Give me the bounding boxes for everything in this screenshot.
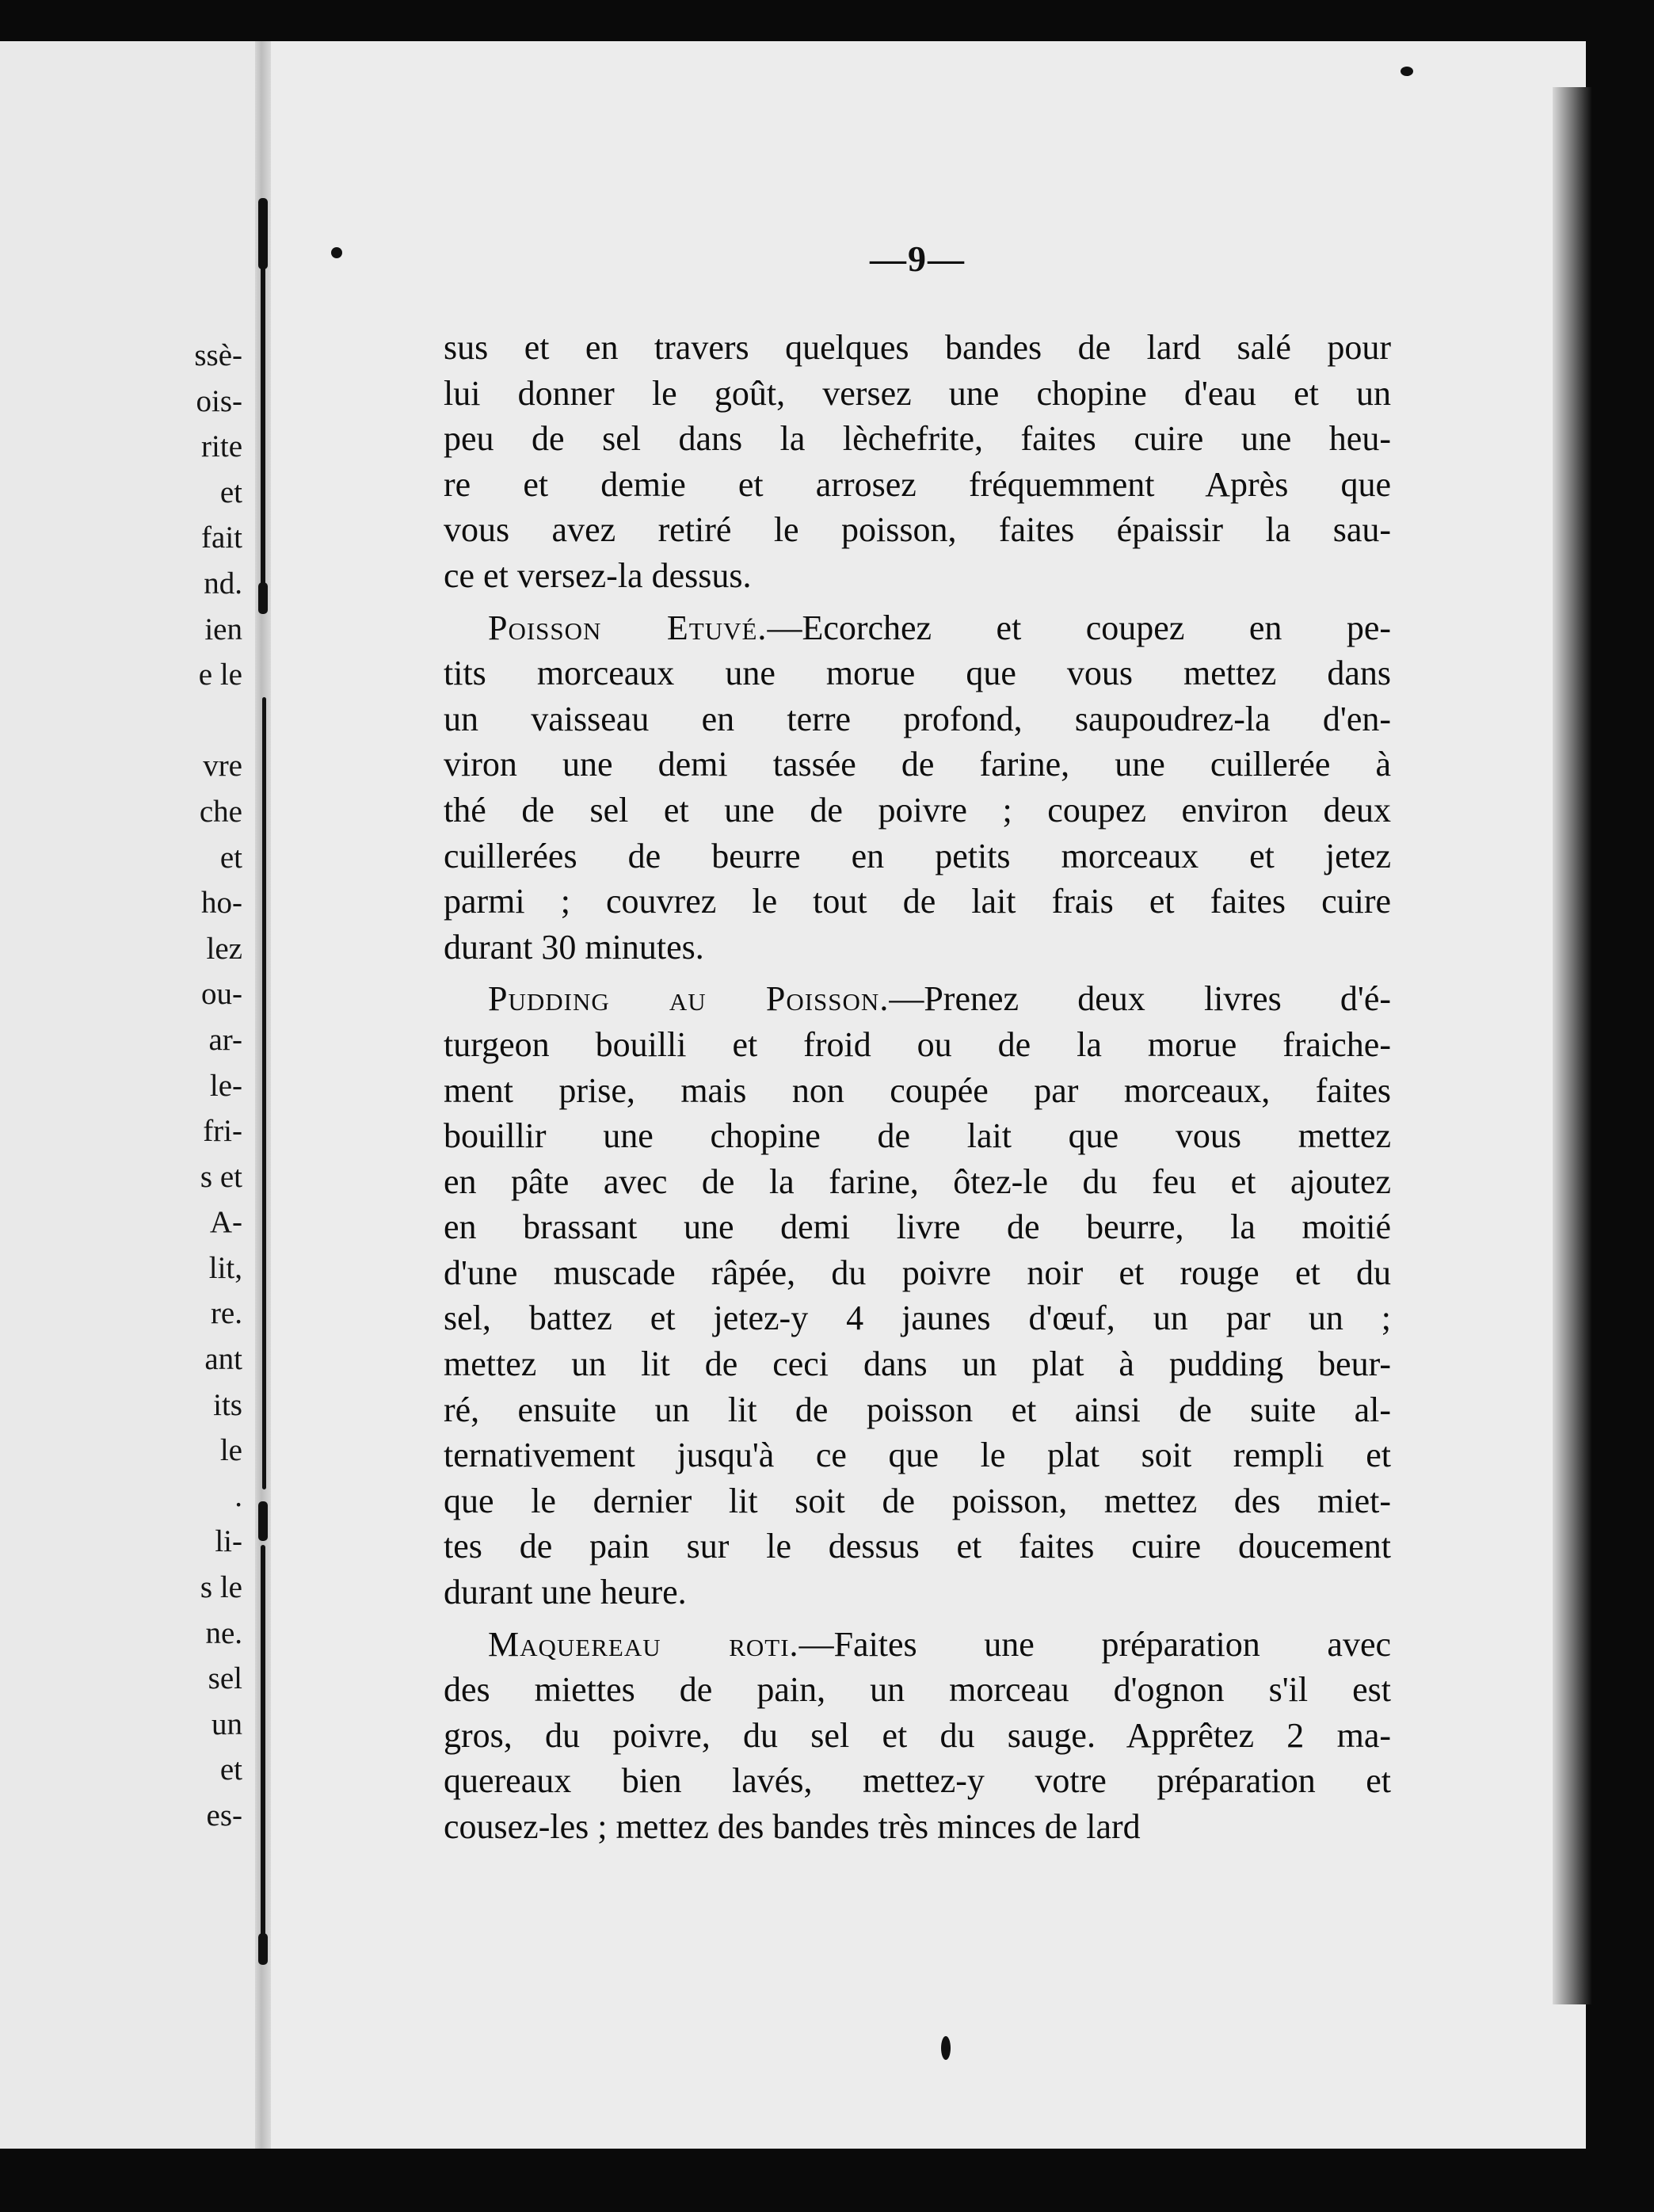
left-fragment-line: le-	[209, 1068, 242, 1103]
text-line: des miettes de pain, un morceau d'ognon s'il est	[444, 1670, 1391, 1710]
left-fragment-line: rite	[201, 429, 242, 464]
left-fragment-line: ant	[204, 1342, 242, 1377]
text-line	[444, 605, 1391, 651]
left-fragment-line: nd.	[204, 566, 242, 601]
text-line-content: —Ecorchez et coupez en pe-	[767, 608, 1391, 647]
text-line: re et demie et arrosez fréquemment Après que	[444, 464, 1391, 504]
text-line-content: —Prenez deux livres d'é-	[889, 979, 1391, 1019]
text-line: sel, battez et jetez-y 4 jaunes d'œuf, un par un ;	[444, 1299, 1391, 1338]
text-line: que le dernier lit soit de poisson, mettez des miet-	[444, 1481, 1391, 1520]
binding-stitch	[258, 582, 268, 614]
text-line: durant une heure.	[444, 1573, 687, 1612]
binding-stitch	[261, 1545, 265, 1941]
text-line: lui donner le goût, versez une chopine d'eau et un	[444, 373, 1391, 413]
recipe-heading: Pudding au Poisson.	[488, 979, 890, 1019]
binding-stitch	[258, 1501, 268, 1541]
recipe-heading: Poisson Etuvé.	[488, 608, 768, 647]
text-line: en brassant une demi livre de beurre, la moitié	[444, 1207, 1391, 1247]
binding-stitch	[261, 261, 265, 594]
left-fragment-line: es-	[206, 1798, 242, 1833]
left-fragment-line: vre	[203, 749, 242, 784]
left-fragment-line: le	[219, 1433, 242, 1468]
text-line: viron une demi tassée de farine, une cuillerée à	[444, 745, 1391, 784]
left-fragment-line	[5, 698, 242, 744]
left-fragment-line: et	[219, 475, 242, 509]
paragraph	[444, 605, 1391, 971]
text-line: tes de pain sur le dessus et faites cuire doucement	[444, 1527, 1391, 1566]
text-line-content: —Faites une préparation avec	[798, 1624, 1391, 1664]
left-fragment-line: its	[213, 1387, 242, 1422]
paragraph	[444, 976, 1391, 1615]
page-number: —9—	[870, 238, 966, 279]
text-line: mettez un lit de ceci dans un plat à pudding beur-	[444, 1344, 1391, 1384]
left-fragment-line: lit,	[208, 1250, 242, 1285]
left-fragment-line: ne.	[205, 1615, 242, 1650]
text-line: en pâte avec de la farine, ôtez-le du feu et ajoutez	[444, 1161, 1391, 1201]
text-line: quereaux bien lavés, mettez-y votre préparation et	[444, 1761, 1391, 1801]
text-line: ment prise, mais non coupée par morceaux, faites	[444, 1070, 1391, 1110]
text-line: un vaisseau en terre profond, saupoudrez-la d'en-	[444, 699, 1391, 738]
left-fragment-line: et	[219, 840, 242, 875]
left-fragment-line: s le	[200, 1570, 242, 1605]
left-fragment-line: ou-	[201, 977, 242, 1012]
left-fragment-line: et	[219, 1752, 242, 1787]
left-fragment-line: re.	[210, 1296, 242, 1331]
text-line: ré, ensuite un lit de poisson et ainsi de suite al-	[444, 1390, 1391, 1429]
left-fragment-line: A-	[209, 1205, 242, 1240]
text-line: parmi ; couvrez le tout de lait frais et faites cuire	[444, 882, 1391, 921]
text-line: cousez-les ; mettez des bandes très minces de lard	[444, 1807, 1141, 1846]
left-fragment-line: ssè-	[194, 338, 242, 372]
left-fragment-line: li-	[215, 1524, 242, 1559]
text-line: cuillerées de beurre en petits morceaux et jetez	[444, 836, 1391, 875]
text-line: sus et en travers quelques bandes de lard salé pour	[444, 328, 1391, 367]
text-line: bouillir une chopine de lait que vous mettez	[444, 1116, 1391, 1156]
text-line: ternativement jusqu'à ce que le plat soit rempli et	[444, 1436, 1391, 1475]
text-line: vous avez retiré le poisson, faites épaissir la sau-	[444, 510, 1391, 550]
text-line: peu de sel dans la lèchefrite, faites cuire une heu-	[444, 419, 1391, 459]
recipe-heading: Maquereau roti.	[488, 1624, 799, 1664]
text-line: thé de sel et une de poivre ; coupez environ deux	[444, 790, 1391, 830]
binding-stitch	[258, 198, 268, 269]
text-line: durant 30 minutes.	[444, 927, 704, 967]
left-fragment-line: fri-	[203, 1114, 242, 1149]
ink-speck	[331, 247, 342, 258]
text-line: tits morceaux une morue que vous mettez dans	[444, 654, 1391, 693]
left-page-text-fragments	[5, 333, 242, 1839]
left-fragment-line: ien	[204, 612, 242, 646]
left-fragment-line: che	[199, 794, 242, 829]
binding-stitch	[262, 697, 266, 1489]
binding-stitch	[258, 1933, 268, 1965]
left-fragment-line: un	[212, 1707, 242, 1741]
text-line	[444, 1622, 1391, 1668]
left-fragment-line: sel	[208, 1661, 242, 1696]
text-line: turgeon bouilli et froid ou de la morue fraiche-	[444, 1024, 1391, 1064]
ink-speck	[941, 2036, 951, 2060]
left-fragment-line: fait	[201, 521, 242, 555]
left-fragment-line: ar-	[208, 1022, 242, 1057]
ink-speck	[1401, 67, 1413, 76]
left-fragment-line: lez	[206, 931, 242, 966]
text-line: gros, du poivre, du sel et du sauge. Apprêtez 2 ma-	[444, 1715, 1391, 1755]
paragraph	[444, 325, 1391, 599]
page-body	[444, 325, 1391, 1856]
text-line	[444, 976, 1391, 1022]
page-edge-shadow	[1553, 87, 1592, 2004]
text-line: d'une muscade râpée, du poivre noir et rouge et du	[444, 1253, 1391, 1292]
left-fragment-line: .	[234, 1478, 242, 1513]
left-fragment-line: ois-	[196, 383, 242, 418]
paragraph	[444, 1622, 1391, 1850]
left-fragment-line: e le	[198, 658, 242, 692]
left-fragment-line: ho-	[201, 886, 242, 921]
left-fragment-line: s et	[200, 1159, 242, 1194]
text-line: ce et versez-la dessus.	[444, 555, 752, 595]
